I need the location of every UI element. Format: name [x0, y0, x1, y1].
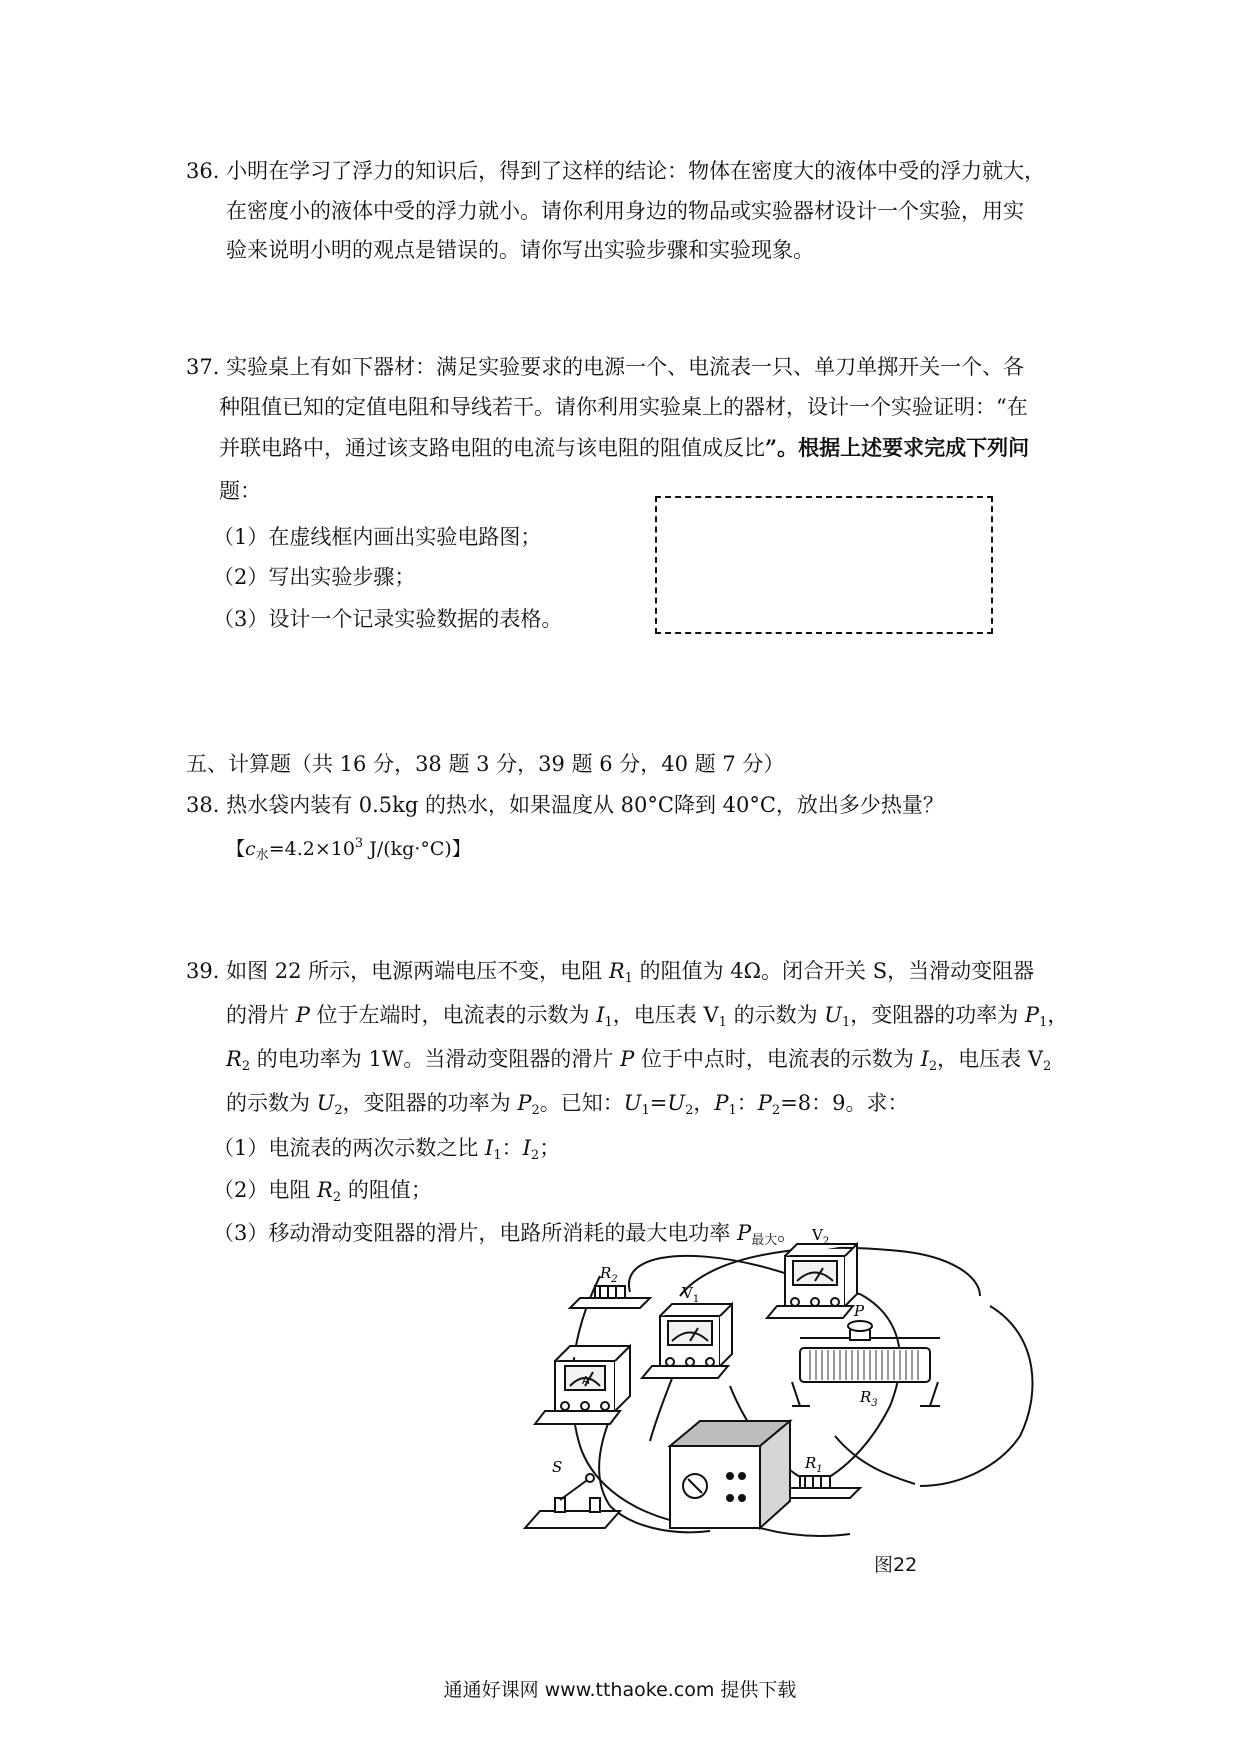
q36-line1: 36. 小明在学习了浮力的知识后，得到了这样的结论：物体在密度大的液体中受的浮力就大， — [186, 159, 1046, 183]
label-s: S — [552, 1458, 563, 1476]
ammeter-letter: A — [582, 1374, 590, 1387]
q39-line1: 39. 如图 22 所示，电源两端电压不变，电阻 $R_1$ 的阻值为 4Ω。闭合开关 S，当滑动变阻器 — [186, 959, 1035, 986]
q36-line3: 验来说明小明的观点是错误的。请你写出实验步骤和实验现象。 — [226, 238, 814, 262]
page-footer: 通通好课网 www.tthaoke.com 提供下载 — [443, 1679, 797, 1701]
q39-line4: 的示数为 $U_2$，变阻器的功率为 $P_2$。已知：$U_1=U_2$，$P_1$：$P_2=8$：9。求： — [226, 1091, 909, 1118]
power-supply — [670, 1421, 790, 1528]
q37-item3: （3）设计一个记录实验数据的表格。 — [213, 607, 563, 631]
q39-item3: （3）移动滑动变阻器的滑片，电路所消耗的最大电功率 $P_{最大}$。 — [213, 1221, 799, 1248]
resistor-r2 — [570, 1286, 650, 1308]
q38-line1: 38. 热水袋内装有 0.5kg 的热水，如果温度从 80°C降到 40°C，放出多少热量？ — [186, 793, 944, 817]
figure-22-circuit — [552, 1226, 1050, 1542]
q37-line3-statement: 并联电路中，通过该支路电阻的电流与该电阻的阻值成反比 — [219, 436, 765, 460]
q37-line1: 37. 实验桌上有如下器材：满足实验要求的电源一个、电流表一只、单刀单掷开关一个、各 — [186, 355, 1025, 379]
circuit-diagram-box — [655, 496, 993, 634]
q37-line3 — [219, 433, 1029, 463]
switch-s — [525, 1474, 620, 1528]
label-v2: $V_2$ — [812, 1226, 830, 1247]
q37-item2: （2）写出实验步骤； — [213, 565, 416, 589]
label-r3: $R_3$ — [860, 1388, 878, 1409]
q37-line3-rest: ”。根据上述要求完成下列问 — [765, 435, 1030, 460]
q37-item1: （1）在虚线框内画出实验电路图； — [213, 525, 542, 549]
q37-line4: 题： — [219, 479, 261, 503]
voltmeter-v2 — [767, 1244, 857, 1318]
label-v1: $V_1$ — [682, 1284, 700, 1305]
voltmeter-v1 — [642, 1304, 732, 1378]
figure-caption: 图22 — [874, 1554, 918, 1576]
q39-line3: $R_2$ 的电功率为 1W。当滑动变阻器的滑片 P 位于中点时，电流表的示数为 $I_2$，电压表 $V_2$ — [226, 1047, 1052, 1074]
label-r2: $R_2$ — [600, 1264, 618, 1285]
q37-line2: 种阻值已知的定值电阻和导线若干。请你利用实验桌上的器材，设计一个实验证明：“在 — [219, 395, 1028, 419]
q39-line2: 的滑片 P 位于左端时，电流表的示数为 $I_1$，电压表 $V_1$ 的示数为 $U_1$，变阻器的功率为 $P_1$， — [226, 1003, 1069, 1030]
label-p: P — [854, 1302, 865, 1320]
q39-item1: （1）电流表的两次示数之比 $I_1$：$I_2$； — [213, 1136, 561, 1163]
label-r1: $R_1$ — [805, 1454, 823, 1475]
q36-line2: 在密度小的液体中受的浮力就小。请你利用身边的物品或实验器材设计一个实验，用实 — [226, 199, 1024, 223]
q38-formula: 【$c_水=4.2\times 10^3$ J/(kg·°C)】 — [226, 836, 471, 863]
q39-item2: （2）电阻 $R_2$ 的阻值； — [213, 1178, 432, 1205]
section5-heading: 五、计算题（共 16 分，38 题 3 分，39 题 6 分，40 题 7 分） — [186, 752, 785, 776]
